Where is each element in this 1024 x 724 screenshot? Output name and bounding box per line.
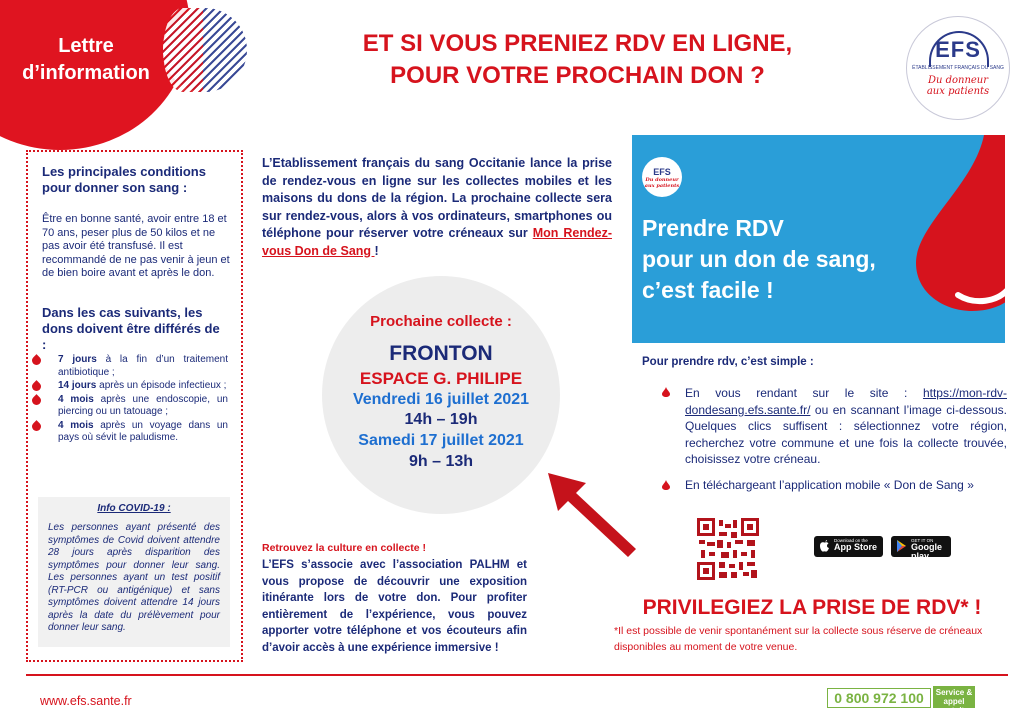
efs-logo	[906, 16, 1010, 120]
list-item: 7 jours à la fin d’un traitement antibiotique ;	[58, 354, 228, 378]
collection-label: Prochaine collecte :	[370, 313, 512, 330]
hatched-circle-decoration	[163, 8, 247, 92]
page-headline	[290, 28, 865, 92]
rdv-website-link[interactable]: https://mon-rdv-dondesang.efs.sante.fr/	[685, 386, 1007, 417]
covid-info-box	[38, 497, 230, 647]
privilege-note: *Il est possible de venir spontanément sur la collecte sous réserve de créneaux disponibles au moment de votre venue.	[614, 625, 983, 653]
banner-line-2: pour un don de sang,	[642, 246, 876, 272]
free-service-badge	[933, 686, 975, 715]
howto-title: Pour prendre rdv, c’est simple :	[642, 356, 814, 368]
collection-day-1: Vendredi 16 juillet 2021	[352, 391, 530, 408]
logo-slogan	[907, 75, 1009, 97]
phone-number[interactable]: 0 800 972 100	[827, 688, 931, 708]
banner-efs-logo: EFS Du donneur aux patients	[642, 157, 682, 197]
footer-divider	[26, 674, 1008, 676]
drop-bullet-icon	[662, 387, 670, 397]
logo-letters: EFS	[935, 37, 981, 62]
list-item: 14 jours après un épisode infectieux ;	[58, 380, 227, 391]
website-link[interactable]: www.efs.sante.fr	[40, 694, 132, 708]
howto-step-1: En vous rendant sur le site : https://mon-rdv-dondesang.efs.sante.fr/ ou en scannant l’image ci-dessous. Quelques clics suffisent : sélectionnez votre région, recherchez votre commune et une fois la collecte trouvée, choisissez votre créneau.	[685, 386, 1007, 466]
list-item: 4 mois après un voyage dans un pays où sévit le paludisme.	[58, 419, 228, 443]
qr-code-icon[interactable]	[697, 518, 759, 580]
logo-slogan-line-2: aux patients	[926, 86, 990, 97]
badge-line-1: Lettre	[58, 35, 114, 57]
deferral-cases-list	[58, 354, 228, 446]
list-item: 4 mois après une endoscopie, un piercing ou un tatouage ;	[58, 393, 228, 417]
blood-drop-icon	[914, 135, 1005, 315]
privilege-title: PRIVILEGIEZ LA PRISE DE RDV* !	[642, 596, 982, 619]
banner-text	[642, 213, 876, 306]
google-play-button[interactable]: GET IT ON Google play	[891, 536, 951, 557]
covid-text: Les personnes ayant présenté des symptômes de Covid doivent attendre 28 jours après disparition des symptômes pour donner leur sang. Les personnes ayant un test positif (RT-PCR ou antigénique) et sans symptômes doivent attendre 14 jours après la date du prélèvement pour donner leur sang.	[48, 522, 220, 633]
conditions-box	[26, 150, 243, 662]
conditions-text: Être en bonne santé, avoir entre 18 et 70 ans, peser plus de 50 kilos et ne pas avoir été transfusé. Il est recommandé de ne pas venir à jeun et de bien boire avant et après le don.	[42, 213, 230, 279]
red-arrow-icon	[540, 465, 640, 560]
conditions-heading: Les principales conditions pour donner son sang :	[42, 164, 206, 195]
logo-slogan-line-1: Du donneur	[927, 75, 989, 86]
covid-title: Info COVID-19 :	[97, 503, 171, 514]
badge-line-2: d’information	[22, 62, 150, 84]
apple-icon	[819, 540, 830, 552]
howto-step-2: En téléchargeant l’application mobile « Don de Sang »	[685, 478, 974, 492]
logo-subtitle: ÉTABLISSEMENT FRANÇAIS DU SANG	[912, 65, 1004, 71]
newsletter-badge	[6, 33, 166, 87]
collection-hours-2: 9h – 13h	[408, 453, 474, 470]
collection-place: ESPACE G. PHILIPE	[359, 369, 523, 388]
google-play-icon	[896, 540, 907, 552]
headline-line-2: POUR VOTRE PROCHAIN DON ?	[390, 62, 765, 89]
collection-city: FRONTON	[389, 342, 493, 365]
cases-heading: Dans les cas suivants, les dons doivent être différés de :	[42, 305, 220, 352]
service-line-1: Service & appel	[935, 688, 973, 706]
headline-line-1: ET SI VOUS PRENIEZ RDV EN LIGNE,	[362, 30, 793, 57]
banner-line-1: Prendre RDV	[642, 215, 784, 241]
culture-text: L’EFS s’associe avec l’association PALHM et vous propose de découvrir une exposition itinérante lors de votre don. Pour profiter entièrement de l’expérience, vous pouvez apporter votre téléphone et vos écouteurs afin d’avoir accès à une expérience immersive !	[262, 559, 527, 654]
service-line-2: gratuits	[939, 706, 969, 715]
rdv-link[interactable]: Mon Rendez-vous Don de Sang	[262, 226, 612, 258]
culture-title: Retrouvez la culture en collecte !	[262, 542, 426, 554]
app-store-button[interactable]: Download on the App Store	[814, 536, 883, 557]
intro-paragraph: L’Etablissement français du sang Occitanie lance la prise de rendez-vous en ligne sur les collectes mobiles et les maisons du dons de la région. La prochaine collecte sera sur rendez-vous, alors à vos ordinateurs, smartphones ou téléphone pour réserver votre créneaux sur Mon Rendez-vous Don de Sang !	[262, 156, 612, 258]
collection-hours-1: 14h – 19h	[404, 411, 478, 428]
banner-line-3: c’est facile !	[642, 277, 774, 303]
collection-day-2: Samedi 17 juillet 2021	[358, 432, 524, 449]
drop-bullet-icon	[662, 480, 670, 490]
rdv-banner	[632, 135, 1005, 343]
